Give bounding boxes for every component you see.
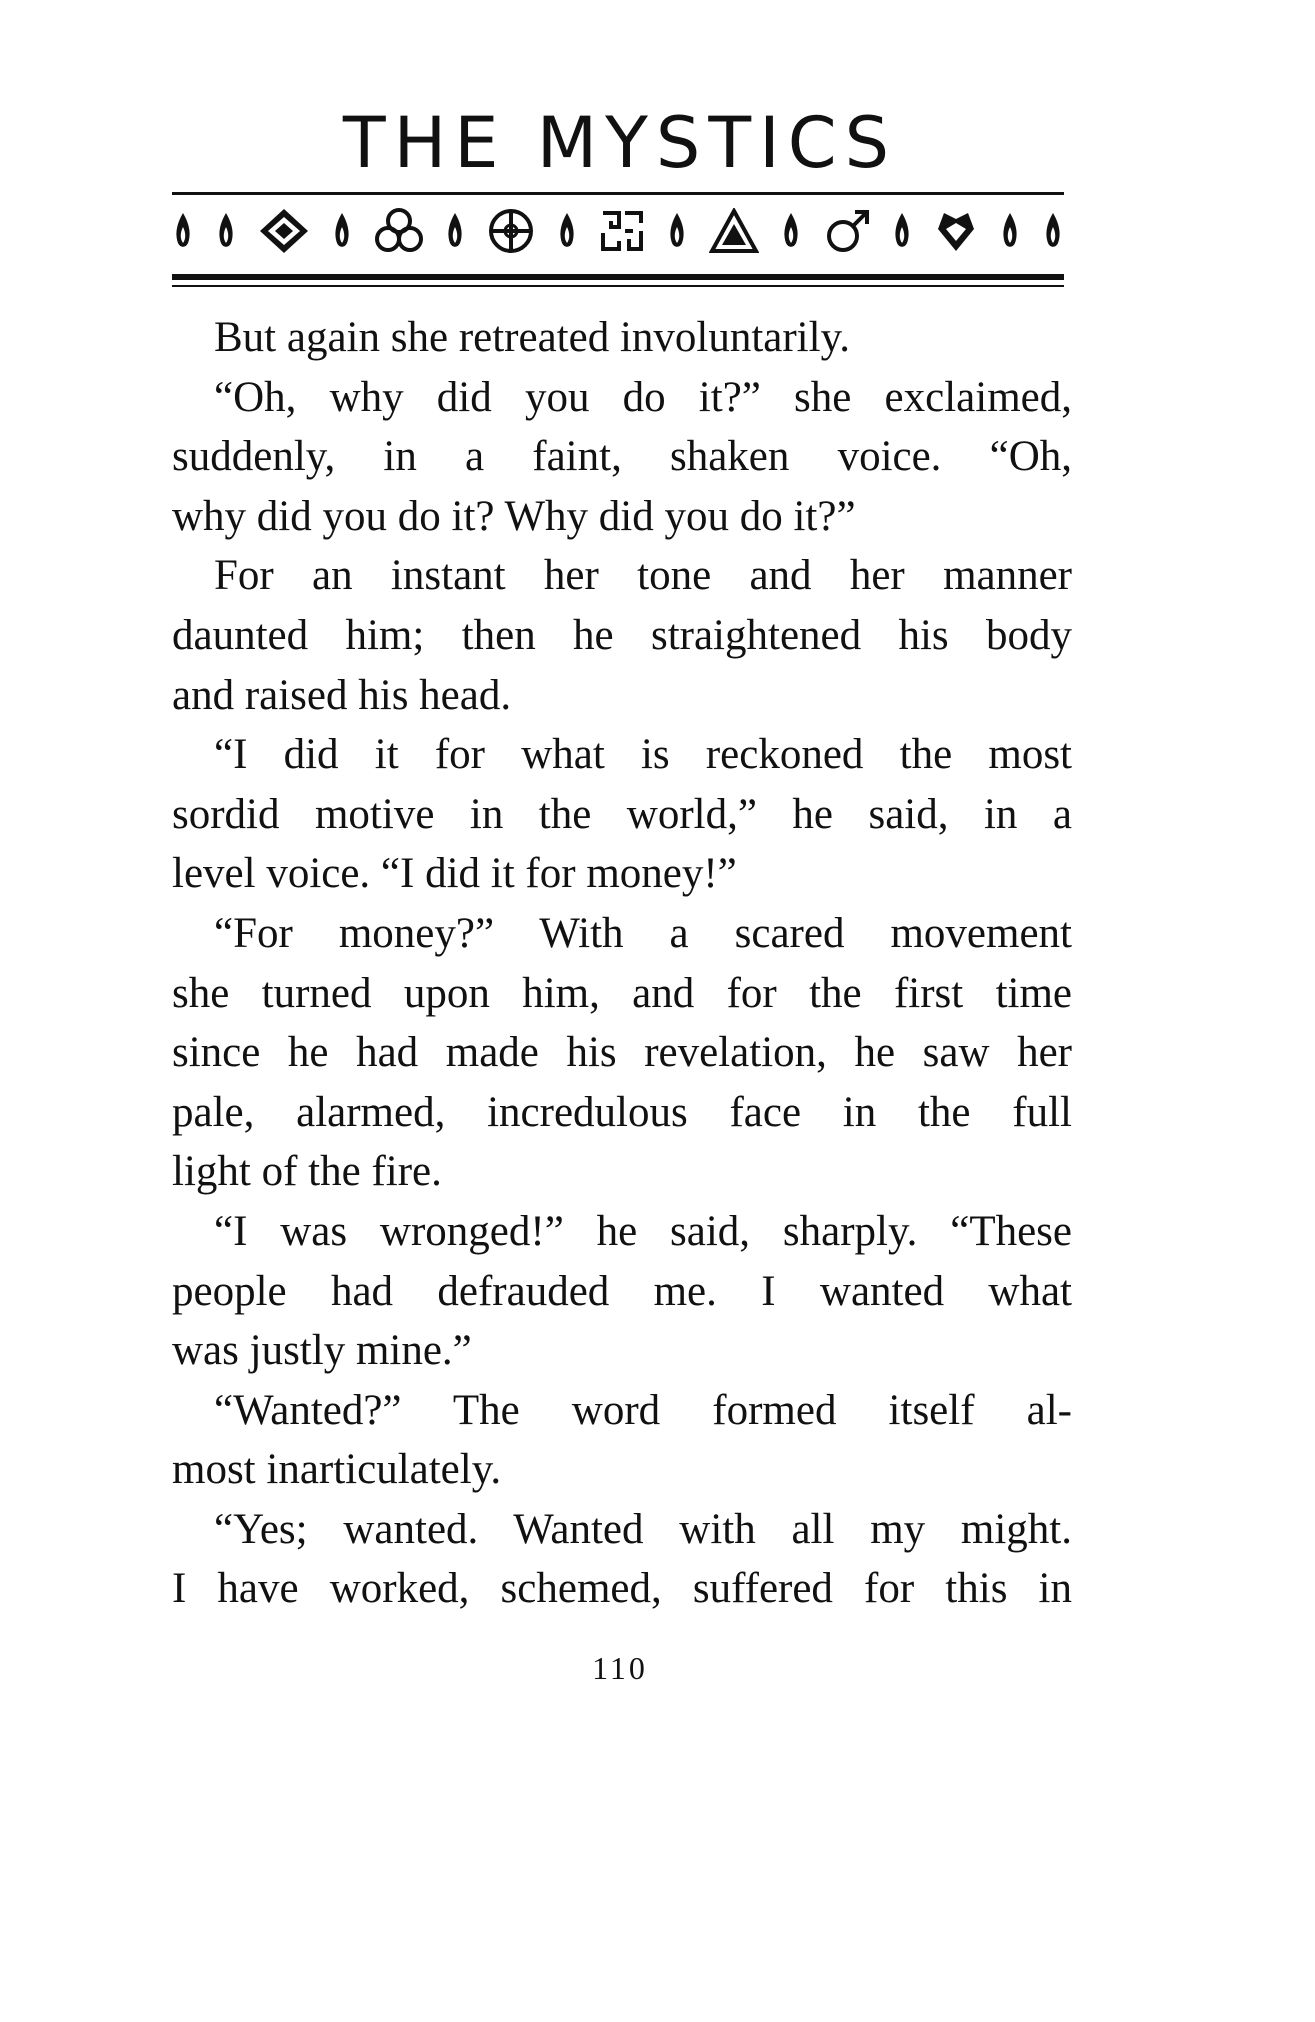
ornament-band xyxy=(172,200,1064,262)
flame-icon xyxy=(172,211,194,251)
fret-icon xyxy=(599,209,645,253)
text-line: most inarticulately. xyxy=(172,1446,502,1494)
text-line: light of the fire. xyxy=(172,1148,442,1196)
text-line: “For money?” With a scared movement xyxy=(214,909,1072,957)
page-number: 110 xyxy=(592,1650,648,1686)
mars-icon xyxy=(823,208,871,254)
text-line: For an instant her tone and her manner xyxy=(214,552,1072,600)
text-line: I have worked, schemed, suffered for this in xyxy=(172,1565,1072,1613)
text-line: “Wanted?” The word formed itself al- xyxy=(214,1386,1072,1434)
text-line: daunted him; then he straightened his body xyxy=(172,611,1072,659)
text-line: sordid motive in the world,” he said, in a xyxy=(172,790,1072,838)
diamond-icon xyxy=(258,207,310,255)
text-line: suddenly, in a faint, shaken voice. “Oh, xyxy=(172,433,1072,481)
flame-icon xyxy=(215,211,237,251)
text-line: why did you do it? Why did you do it?” xyxy=(172,492,856,540)
triangle-icon xyxy=(709,208,759,254)
flame-icon xyxy=(891,211,913,251)
flame-icon xyxy=(666,211,688,251)
text-line: level voice. “I did it for money!” xyxy=(172,850,737,898)
flame-icon xyxy=(1042,211,1064,251)
text-line: and raised his head. xyxy=(172,671,512,719)
flame-icon xyxy=(556,211,578,251)
header-rule-bottom-thin xyxy=(172,285,1064,287)
knot-icon xyxy=(374,207,424,255)
text-line: she turned upon him, and for the first time xyxy=(172,969,1072,1017)
text-line: since he had made his revelation, he saw her xyxy=(172,1029,1072,1077)
circle-cross-icon xyxy=(487,208,535,254)
text-line: people had defrauded me. I wanted what xyxy=(172,1267,1072,1315)
text-line: was justly mine.” xyxy=(172,1327,472,1375)
flame-icon xyxy=(444,211,466,251)
text-line: “I did it for what is reckoned the most xyxy=(214,731,1072,779)
page-title: THE MYSTICS xyxy=(342,102,898,184)
flame-icon xyxy=(999,211,1021,251)
header-rule-top xyxy=(172,192,1064,195)
heart-diamond-icon xyxy=(934,209,978,253)
body-text xyxy=(172,308,1072,1619)
text-line: But again she retreated involuntarily. xyxy=(214,314,851,361)
flame-icon xyxy=(780,211,802,251)
text-line: pale, alarmed, incredulous face in the full xyxy=(172,1088,1072,1136)
text-line: “Oh, why did you do it?” she exclaimed, xyxy=(214,373,1072,421)
text-line: “I was wronged!” he said, sharply. “These xyxy=(214,1207,1072,1255)
header-rule-bottom-thick xyxy=(172,274,1064,280)
text-line: “Yes; wanted. Wanted with all my might. xyxy=(214,1505,1072,1553)
flame-icon xyxy=(331,211,353,251)
